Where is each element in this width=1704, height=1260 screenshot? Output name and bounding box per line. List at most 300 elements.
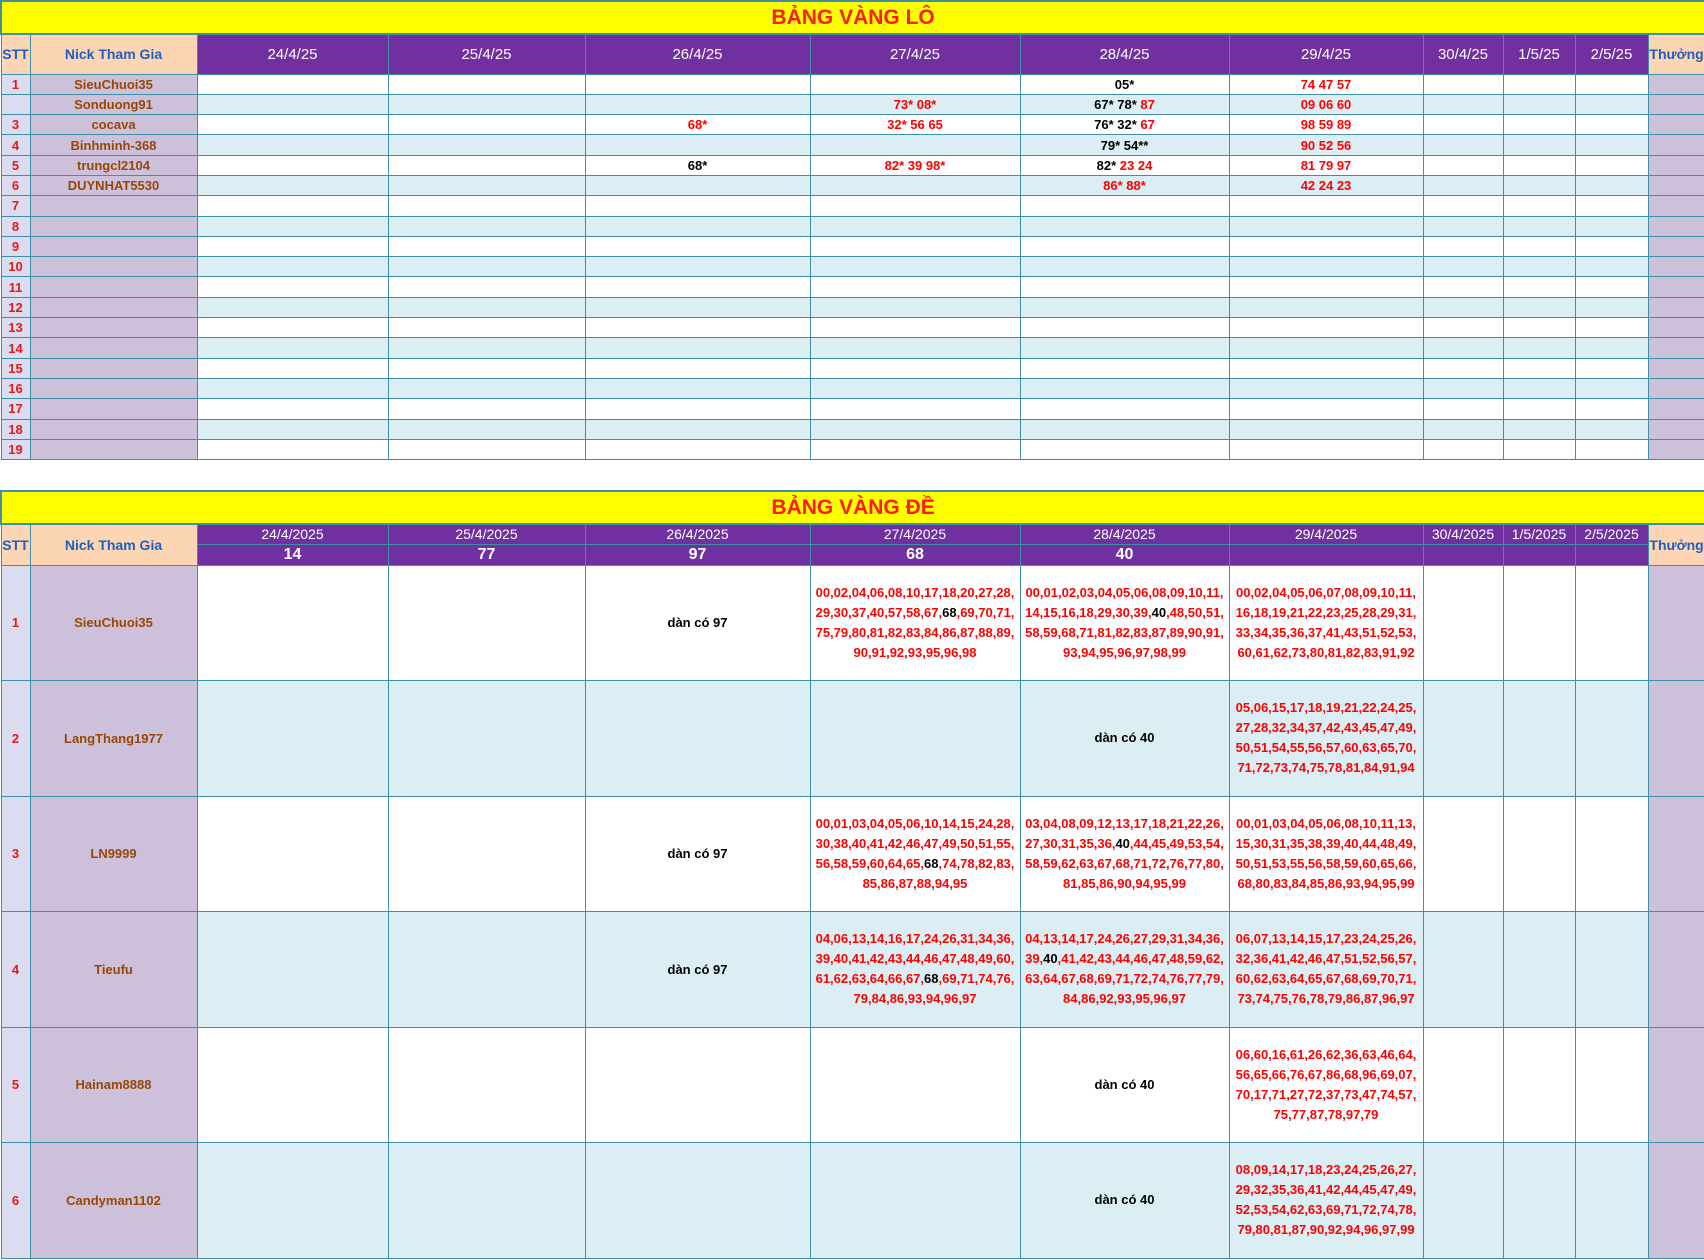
lo-nick-cell [30,399,197,419]
lo-cell [388,297,585,317]
lo-cell [388,74,585,94]
lo-row [1,175,1704,195]
lo-nick-cell [30,358,197,378]
lo-stt-cell: 3 [1,115,30,135]
lo-cell [1229,318,1423,338]
lo-cell [1503,419,1575,439]
lo-cell [1575,135,1648,155]
lo-cell [1503,318,1575,338]
de-cell [585,1027,810,1143]
de-cell [1423,1143,1503,1259]
de-numbers: 03,04,08,09,12,13,17,18,21,22,26,27,30,31,35,36, [1025,815,1224,851]
de-cell: 00,01,03,04,05,06,08,10,11,13,15,30,31,35,38,39,40,44,48,49,50,51,53,55,56,58,59,60,65,66,68,80,83,84,85,86,93,94,95,99 [1229,796,1423,912]
lo-thuong-cell [1648,338,1704,358]
de-cell [1423,565,1503,681]
lo-cell [585,318,810,338]
lo-cell [388,358,585,378]
lo-row [1,399,1704,419]
de-header-date: 27/4/2025 [810,524,1020,544]
lo-cell [585,277,810,297]
lo-cell [585,257,810,277]
de-numbers: ,74,78,82,83,85,86,87,88,94,95 [862,855,1015,891]
lo-cell [585,196,810,216]
lo-cell [1575,358,1648,378]
de-header-stt: STT [1,524,30,565]
lo-cell [1503,115,1575,135]
lo-cell [1575,175,1648,195]
de-header-nick: Nick Tham Gia [30,524,197,565]
lo-cell [197,419,388,439]
de-hit-number: 68 [924,855,939,871]
lo-cell: 73* 08* [810,94,1020,114]
de-nick-cell: Candyman1102 [30,1143,197,1259]
lo-cell [1020,135,1229,155]
de-thuong-cell [1648,1143,1704,1259]
lo-thuong-cell [1648,74,1704,94]
lo-nick-cell [30,378,197,398]
lo-cell [585,94,810,114]
lo-nick-cell [30,277,197,297]
lo-nick-cell [30,236,197,256]
lo-nick-cell [30,419,197,439]
lo-cell [1575,155,1648,175]
lo-cell: 68* [585,155,810,175]
de-result [1423,544,1503,565]
de-thuong-cell [1648,681,1704,797]
lo-stt-cell: 13 [1,318,30,338]
lo-header-stt: STT [1,34,30,74]
lo-stt-cell: 1 [1,74,30,94]
lo-row [1,236,1704,256]
lo-cell [1229,196,1423,216]
lo-cell [1503,338,1575,358]
lo-stt-cell: 14 [1,338,30,358]
lo-cell [1575,74,1648,94]
de-cell [1020,1143,1229,1259]
de-cell [197,796,388,912]
de-numbers: 04,06,13,14,16,17,24,26,31,34,36,39,40,41,42,43,44,46,47,48,49,60,61,62,63,64,66,67, [815,931,1015,987]
lo-nick-cell [30,196,197,216]
lo-cell [1423,439,1503,459]
de-stt-cell: 2 [1,681,30,797]
lo-cell [810,277,1020,297]
de-dan-note: dàn có 40 [1094,1076,1155,1092]
lo-header-date: 1/5/25 [1503,34,1575,74]
lo-pick-black: 05* [1114,76,1135,92]
lo-cell [810,297,1020,317]
lo-cell [1229,358,1423,378]
lo-stt-cell: 5 [1,155,30,175]
lo-pick-black: 76* 32* [1094,117,1137,133]
lo-cell [585,419,810,439]
de-header-date: 1/5/2025 [1503,524,1575,544]
lo-cell [1503,74,1575,94]
de-cell: dàn có 97 [585,796,810,912]
lo-cell [585,338,810,358]
lo-nick-cell: SieuChuoi35 [30,74,197,94]
de-cell [388,912,585,1028]
de-header-date: 28/4/2025 [1020,524,1229,544]
de-cell [810,1027,1020,1143]
lo-cell [1423,378,1503,398]
de-result: 77 [388,544,585,565]
lo-cell [1575,338,1648,358]
lo-cell: 68* [585,115,810,135]
lo-cell [388,257,585,277]
lo-cell [1020,155,1229,175]
de-numbers: ,41,42,43,44,46,47,48,59,62,63,64,67,68,69,71,72,74,76,77,79,84,86,92,93,95,96,97 [1025,951,1224,1007]
lo-thuong-cell [1648,277,1704,297]
lo-row [1,419,1704,439]
de-nick-cell: Hainam8888 [30,1027,197,1143]
lo-cell [810,257,1020,277]
lo-cell [1503,135,1575,155]
lo-cell [810,358,1020,378]
de-cell [810,796,1020,912]
lo-cell [1229,378,1423,398]
lo-row [1,257,1704,277]
lo-cell [810,378,1020,398]
lo-cell [388,338,585,358]
de-hit-number: 68 [942,604,957,620]
lo-row [1,358,1704,378]
lo-cell [585,74,810,94]
lo-header-date: 30/4/25 [1423,34,1503,74]
lo-pick-black: 82* [1096,157,1117,173]
de-cell [197,1143,388,1259]
de-cell [1575,912,1648,1028]
lo-cell [388,175,585,195]
de-dan-note: dàn có 40 [1094,730,1155,746]
lo-cell [1575,399,1648,419]
lo-cell [1503,94,1575,114]
lo-nick-cell [30,297,197,317]
de-result [1229,544,1423,565]
lo-cell [1229,216,1423,236]
lo-cell [1020,419,1229,439]
lo-cell [1575,94,1648,114]
lo-cell [1503,257,1575,277]
lo-cell [810,318,1020,338]
lo-cell [585,358,810,378]
lo-cell [388,378,585,398]
lo-cell [1423,419,1503,439]
de-cell [197,1027,388,1143]
lo-cell [1423,216,1503,236]
lo-cell [1423,318,1503,338]
lo-cell [388,419,585,439]
lo-stt-cell: 4 [1,135,30,155]
lo-cell: 82* 39 98* [810,155,1020,175]
de-cell [1423,1027,1503,1143]
de-cell [1575,565,1648,681]
lo-thuong-cell [1648,378,1704,398]
lo-cell [810,216,1020,236]
lo-header-date: 25/4/25 [388,34,585,74]
lo-cell [388,94,585,114]
lo-cell [388,115,585,135]
de-cell: 06,07,13,14,15,17,23,24,25,26,32,36,41,42,46,47,51,52,56,57,60,62,63,64,65,67,68,69,70,71,73,74,75,76,78,79,86,87,96,97 [1229,912,1423,1028]
lo-cell [388,318,585,338]
lo-cell [1020,94,1229,114]
de-thuong-cell [1648,1027,1704,1143]
de-cell [810,565,1020,681]
lo-cell [1423,277,1503,297]
lo-stt-cell: 9 [1,236,30,256]
lo-nick-cell: cocava [30,115,197,135]
de-stt-cell: 1 [1,565,30,681]
de-cell [388,1027,585,1143]
lo-pick-red: 23 24 [1119,157,1153,173]
lo-thuong-cell [1648,196,1704,216]
lo-thuong-cell [1648,399,1704,419]
de-cell [810,912,1020,1028]
lo-cell [810,419,1020,439]
lo-stt-cell: 8 [1,216,30,236]
de-row [1,796,1704,912]
lo-cell [810,399,1020,419]
de-cell [1503,565,1575,681]
lo-cell [585,439,810,459]
lo-cell: 90 52 56 [1229,135,1423,155]
de-cell [1503,1027,1575,1143]
de-cell [388,681,585,797]
de-nick-cell: Tieufu [30,912,197,1028]
lo-cell [1503,378,1575,398]
lo-stt-cell: 11 [1,277,30,297]
lo-row [1,338,1704,358]
lo-cell [810,338,1020,358]
lo-cell [1423,175,1503,195]
lo-cell [1020,439,1229,459]
de-numbers: ,69,71,74,76,79,84,86,93,94,96,97 [853,971,1015,1007]
lo-pick-red: 86* 88* [1103,178,1146,194]
lo-header-date: 28/4/25 [1020,34,1229,74]
de-header-date: 26/4/2025 [585,524,810,544]
de-cell [1020,796,1229,912]
de-cell [197,912,388,1028]
lo-cell [197,399,388,419]
lo-row [1,196,1704,216]
lo-cell [1575,419,1648,439]
lo-nick-cell [30,439,197,459]
lo-cell [197,358,388,378]
lo-header-date: 26/4/25 [585,34,810,74]
lo-thuong-cell [1648,216,1704,236]
de-hit-number: 40 [1151,604,1167,620]
lo-cell [197,216,388,236]
lo-cell [388,439,585,459]
lo-pick-red: 67 [1140,117,1155,133]
lo-cell [1423,338,1503,358]
lo-header-nick: Nick Tham Gia [30,34,197,74]
de-stt-cell: 3 [1,796,30,912]
de-cell [585,1143,810,1259]
lo-cell [1575,297,1648,317]
de-thuong-cell [1648,912,1704,1028]
de-header-date: 24/4/2025 [197,524,388,544]
lo-stt-cell: 7 [1,196,30,216]
de-numbers: ,69,70,71,75,79,80,81,82,83,84,86,87,88,89,90,91,92,93,95,96,98 [815,604,1015,660]
lo-cell [1020,236,1229,256]
lo-thuong-cell [1648,318,1704,338]
de-cell [1575,796,1648,912]
de-cell [388,796,585,912]
de-numbers: 00,01,02,03,04,05,06,08,09,10,11,14,15,16,18,29,30,39, [1025,584,1224,620]
de-cell [1575,1027,1648,1143]
de-table [0,490,1704,1259]
lo-row [1,115,1704,135]
lo-cell [197,318,388,338]
lo-cell [1229,338,1423,358]
de-cell: 05,06,15,17,18,19,21,22,24,25,27,28,32,34,37,42,43,45,47,49,50,51,54,55,56,57,60,63,65,70,71,72,73,74,75,78,81,84,91,94 [1229,681,1423,797]
lo-cell [197,297,388,317]
de-row [1,912,1704,1028]
lo-cell [197,175,388,195]
lo-nick-cell: Binhminh-368 [30,135,197,155]
de-cell: 06,60,16,61,26,62,36,63,46,64,56,65,66,76,67,86,68,96,69,07,70,17,71,27,72,37,73,47,74,57,75,77,87,78,97,79 [1229,1027,1423,1143]
lo-cell [1503,277,1575,297]
lo-cell [197,338,388,358]
lo-cell: 81 79 97 [1229,155,1423,175]
lo-cell [585,297,810,317]
de-cell: dàn có 97 [585,565,810,681]
lo-cell [1423,196,1503,216]
de-cell [197,681,388,797]
lo-cell [1423,94,1503,114]
lo-thuong-cell [1648,94,1704,114]
de-stt-cell: 4 [1,912,30,1028]
lo-nick-cell: Sonduong91 [30,94,197,114]
lo-cell: 32* 56 65 [810,115,1020,135]
de-header-date: 25/4/2025 [388,524,585,544]
de-stt-cell: 6 [1,1143,30,1259]
lo-cell [197,94,388,114]
de-numbers: ,48,50,51,58,59,68,71,81,82,83,87,89,90,91,93,94,95,96,97,98,99 [1025,604,1224,660]
lo-nick-cell [30,257,197,277]
lo-cell [1020,115,1229,135]
lo-cell [197,277,388,297]
lo-cell [810,439,1020,459]
lo-cell [1229,236,1423,256]
de-cell [1503,681,1575,797]
de-cell [585,681,810,797]
lo-stt-cell: 10 [1,257,30,277]
lo-cell [388,196,585,216]
lo-cell [197,155,388,175]
de-result [1575,544,1648,565]
lo-cell [1020,196,1229,216]
lo-thuong-cell [1648,419,1704,439]
lo-cell [197,135,388,155]
lo-cell [1423,399,1503,419]
lo-cell [810,196,1020,216]
lo-cell [197,439,388,459]
lo-header-date: 27/4/25 [810,34,1020,74]
de-cell [1020,565,1229,681]
de-hit-number: 40 [1043,951,1058,967]
lo-cell [1229,277,1423,297]
de-cell [1020,912,1229,1028]
de-cell [1423,912,1503,1028]
lo-cell [1020,318,1229,338]
de-result: 40 [1020,544,1229,565]
lo-pick-black: 67* 78* [1094,96,1137,112]
de-header-thuong: Thưởng [1648,524,1704,565]
lo-cell [1503,297,1575,317]
de-cell: 00,02,04,05,06,07,08,09,10,11,16,18,19,21,22,23,25,28,29,31,33,34,35,36,37,41,43,51,52,53,60,61,62,73,80,81,82,83,91,92 [1229,565,1423,681]
de-cell [388,565,585,681]
de-row [1,565,1704,681]
lo-cell [1020,175,1229,195]
de-stt-cell: 5 [1,1027,30,1143]
lo-cell [585,216,810,236]
de-thuong-cell [1648,565,1704,681]
lo-cell [1503,358,1575,378]
lo-cell [1575,196,1648,216]
lo-thuong-cell [1648,257,1704,277]
lo-cell [197,196,388,216]
lo-cell [1423,135,1503,155]
de-cell: 08,09,14,17,18,23,24,25,26,27,29,32,35,36,41,42,44,45,47,49,52,53,54,62,63,69,71,72,74,78,79,80,81,87,90,92,94,96,97,99 [1229,1143,1423,1259]
lo-header-date: 24/4/25 [197,34,388,74]
de-cell [388,1143,585,1259]
lo-cell [1503,196,1575,216]
lo-cell [1503,399,1575,419]
de-numbers: 04,13,14,17,24,26,27,29,31,34,36,39, [1025,931,1224,967]
de-result: 68 [810,544,1020,565]
de-result: 97 [585,544,810,565]
lo-cell [810,236,1020,256]
lo-cell [388,399,585,419]
de-cell [197,565,388,681]
lo-cell [1020,297,1229,317]
lo-row [1,297,1704,317]
lo-cell [1575,216,1648,236]
lo-row [1,277,1704,297]
lo-cell [1503,175,1575,195]
lo-thuong-cell [1648,439,1704,459]
lo-cell: 74 47 57 [1229,74,1423,94]
lo-cell [810,135,1020,155]
lo-row [1,155,1704,175]
lo-cell [1575,378,1648,398]
lo-nick-cell: trungcl2104 [30,155,197,175]
lo-pick-red: 87 [1140,96,1155,112]
lo-pick-black: 79* 54** [1100,137,1149,153]
lo-stt-cell: 6 [1,175,30,195]
lo-cell [1423,155,1503,175]
de-nick-cell: LangThang1977 [30,681,197,797]
lo-cell [1229,297,1423,317]
de-title: BẢNG VÀNG ĐỀ [1,491,1704,524]
de-result: 14 [197,544,388,565]
lo-cell [1423,257,1503,277]
lo-cell [1423,74,1503,94]
lo-stt-cell: 18 [1,419,30,439]
lo-cell [1423,358,1503,378]
lo-cell [1575,236,1648,256]
lo-cell [197,74,388,94]
lo-cell [1020,358,1229,378]
lo-thuong-cell [1648,135,1704,155]
lo-thuong-cell [1648,358,1704,378]
de-row [1,681,1704,797]
lo-cell [1020,378,1229,398]
de-cell [1423,681,1503,797]
de-thuong-cell [1648,796,1704,912]
lo-cell [1423,297,1503,317]
